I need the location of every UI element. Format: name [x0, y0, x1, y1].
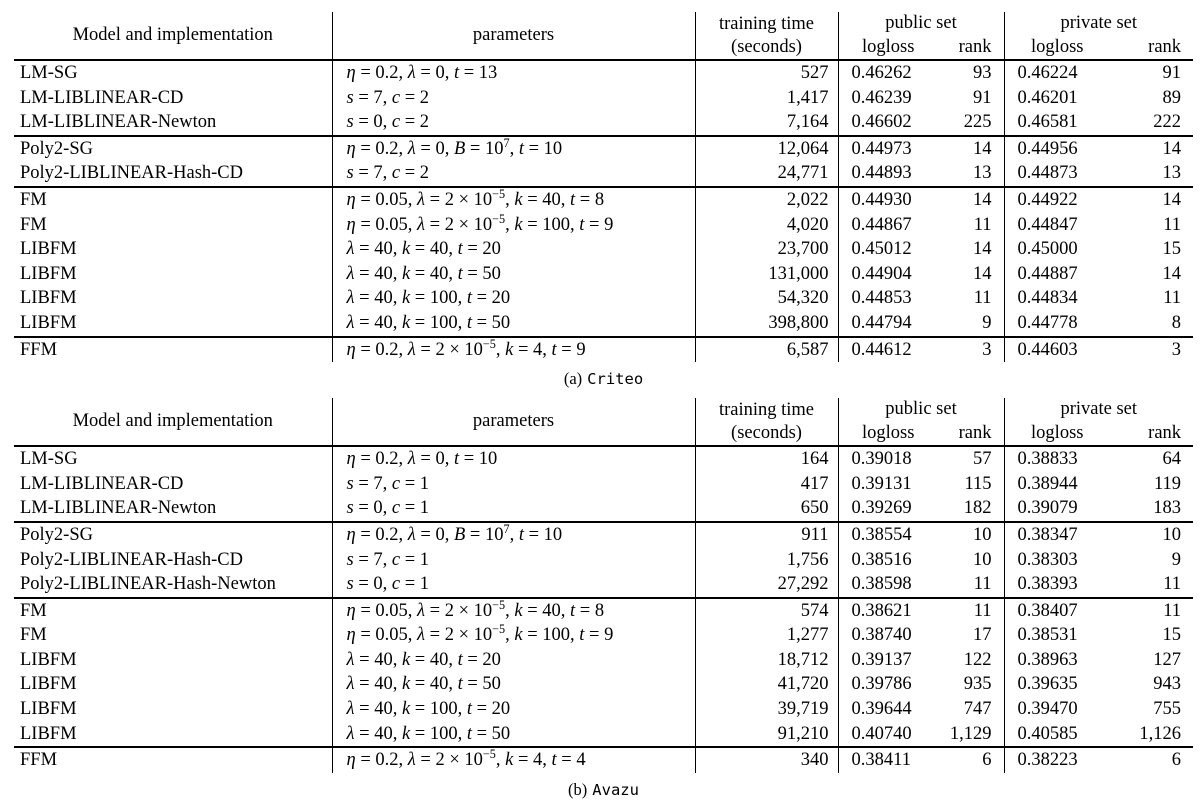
public-rank-cell: 11 — [938, 598, 1004, 624]
public-logloss-cell: 0.44867 — [838, 213, 938, 238]
training-time-cell: 1,756 — [695, 548, 838, 573]
private-logloss-cell: 0.44873 — [1004, 161, 1110, 187]
model-cell: Poly2-SG — [14, 136, 332, 162]
training-time-cell: 7,164 — [695, 110, 838, 136]
public-logloss-cell: 0.44973 — [838, 136, 938, 162]
public-logloss-cell: 0.46602 — [838, 110, 938, 136]
training-time-cell: 23,700 — [695, 237, 838, 262]
table-row — [14, 598, 1193, 624]
params-cell: s = 0, c = 1 — [332, 572, 695, 598]
public-logloss-cell: 0.39269 — [838, 496, 938, 522]
private-rank-cell: 183 — [1153, 498, 1182, 519]
params-cell: η = 0.05, $\lambda = 2 \times 10^{-5}$, k = 40, t = 8 — [332, 598, 695, 624]
public-logloss-cell: 0.38621 — [838, 598, 938, 624]
model-cell: FM — [20, 625, 47, 646]
table-row — [14, 446, 1193, 472]
public-logloss-cell: 0.38598 — [838, 572, 938, 598]
model-cell: FM — [20, 214, 47, 235]
criteo-caption — [14, 369, 1193, 389]
public-rank-cell: 11 — [973, 288, 992, 309]
training-time-label: training time — [718, 13, 815, 34]
private-logloss-cell: 0.39079 — [1004, 496, 1110, 522]
table-row — [14, 237, 1193, 262]
params-cell: η = 0.05, $\lambda = 2 \times 10^{-5}$, k = 100, t = 9 — [332, 213, 695, 238]
header-row-1 — [14, 398, 1193, 421]
public-rank-cell: 17 — [973, 625, 992, 646]
public-rank-cell: 6 — [938, 747, 1004, 773]
table-row — [14, 286, 1193, 311]
public-rank-cell: 14 — [938, 187, 1004, 213]
private-rank-cell: 1,126 — [1139, 723, 1182, 744]
training-time-label: training time — [718, 399, 815, 420]
private-rank-cell: 755 — [1153, 699, 1182, 720]
model-cell: Poly2-LIBLINEAR-Hash-Newton — [20, 574, 276, 595]
table-row — [14, 496, 1193, 522]
private-rank-cell: 11 — [1163, 574, 1182, 595]
model-cell: FM — [14, 598, 332, 624]
params-cell: s = 7, c = 1 — [332, 548, 695, 573]
public-rank-cell: 115 — [964, 473, 992, 494]
private-logloss-cell: 0.44887 — [1004, 262, 1110, 287]
public-rank-cell: 9 — [982, 312, 992, 333]
public-rank-header: rank — [938, 421, 1004, 446]
model-cell: LM-SG — [20, 449, 78, 470]
private-logloss-cell: 0.39470 — [1004, 697, 1110, 722]
training-time-cell: 12,064 — [695, 136, 838, 162]
public-logloss-cell: 0.44893 — [838, 161, 938, 187]
params-cell: λ = 40, k = 100, t = 50 — [332, 722, 695, 748]
public-logloss-cell: 0.39786 — [838, 672, 938, 697]
training-time-cell: 417 — [695, 472, 838, 497]
params-cell: η = 0.2, $\lambda = 2 \times 10^{-5}$, k = 4, t = 4 — [332, 747, 695, 773]
public-rank-cell: 93 — [973, 63, 992, 83]
public-set-header: public set — [838, 398, 1004, 421]
table-row — [14, 522, 1193, 548]
params-cell: η = 0.2, $\lambda = 2 \times 10^{-5}$, k = 4, t = 9 — [332, 337, 695, 363]
params-cell: λ = 40, k = 40, t = 20 — [332, 237, 695, 262]
training-time-cell: 18,712 — [695, 648, 838, 673]
params-cell: s = 7, c = 2 — [332, 86, 695, 111]
public-logloss-cell: 0.44904 — [838, 262, 938, 287]
private-rank-cell: 9 — [1171, 549, 1182, 570]
private-logloss-cell: 0.44603 — [1004, 337, 1110, 363]
public-rank-cell: 14 — [973, 263, 992, 284]
criteo-results-table — [14, 12, 1193, 362]
public-logloss-cell: 0.46239 — [838, 86, 938, 111]
caption-label: (b) — [568, 779, 588, 799]
params-cell: λ = 40, k = 40, t = 50 — [332, 262, 695, 287]
public-logloss-cell: 0.46262 — [838, 60, 938, 86]
model-cell: LIBFM — [20, 288, 77, 309]
header-row-1 — [14, 12, 1193, 35]
public-rank-cell: 225 — [963, 112, 992, 133]
caption-dataset-name: Criteo — [587, 370, 644, 389]
public-rank-cell: 122 — [963, 649, 992, 670]
model-cell: LIBFM — [20, 723, 77, 744]
criteo-table-body — [14, 60, 1193, 362]
public-rank-header: rank — [938, 35, 1004, 60]
public-rank-cell: 10 — [973, 549, 992, 570]
public-rank-cell: 14 — [973, 239, 992, 260]
private-logloss-cell: 0.38833 — [1004, 446, 1110, 472]
model-cell: Poly2-LIBLINEAR-Hash-CD — [20, 549, 244, 570]
public-rank-cell: 747 — [963, 699, 992, 720]
public-rank-cell: 91 — [973, 87, 992, 108]
parameters-column-header: parameters — [332, 398, 695, 446]
private-logloss-cell: 0.38531 — [1004, 623, 1110, 648]
table-row — [14, 747, 1193, 773]
model-cell: LIBFM — [20, 699, 77, 720]
table-row — [14, 697, 1193, 722]
private-logloss-cell: 0.38393 — [1004, 572, 1110, 598]
public-logloss-cell: 0.39644 — [838, 697, 938, 722]
model-cell: Poly2-SG — [14, 522, 332, 548]
table-row — [14, 60, 1193, 86]
public-logloss-cell: 0.40740 — [838, 722, 938, 748]
criteo-table-header — [14, 12, 1193, 60]
params-cell: λ = 40, k = 100, t = 50 — [332, 311, 695, 337]
params-cell: η = 0.2, λ = 0, t = 13 — [332, 60, 695, 86]
private-logloss-cell: 0.39635 — [1004, 672, 1110, 697]
training-time-cell: 2,022 — [695, 187, 838, 213]
table-row — [14, 187, 1193, 213]
private-logloss-cell: 0.44956 — [1004, 136, 1110, 162]
private-logloss-cell: 0.44778 — [1004, 311, 1110, 337]
public-logloss-cell: 0.44612 — [838, 337, 938, 363]
criteo-table-section — [14, 12, 1193, 389]
table-row — [14, 572, 1193, 598]
avazu-table-body — [14, 446, 1193, 773]
params-cell: λ = 40, k = 40, t = 50 — [332, 672, 695, 697]
public-logloss-header: logloss — [838, 35, 938, 60]
table-row — [14, 472, 1193, 497]
public-rank-cell: 11 — [973, 214, 992, 235]
table-row — [14, 136, 1193, 162]
training-time-column-header — [695, 12, 838, 60]
public-rank-cell: 11 — [973, 574, 992, 595]
public-logloss-cell: 0.39137 — [838, 648, 938, 673]
private-logloss-cell: 0.38407 — [1004, 598, 1110, 624]
private-logloss-cell: 0.38303 — [1004, 548, 1110, 573]
model-cell: LIBFM — [20, 312, 77, 333]
private-logloss-cell: 0.46201 — [1004, 86, 1110, 111]
training-time-cell: 1,277 — [695, 623, 838, 648]
private-rank-cell: 127 — [1153, 649, 1182, 670]
model-cell: FFM — [14, 337, 332, 363]
training-time-cell: 54,320 — [695, 286, 838, 311]
private-rank-cell: 943 — [1153, 674, 1182, 695]
private-rank-cell: 119 — [1153, 473, 1182, 494]
params-cell: η = 0.05, $\lambda = 2 \times 10^{-5}$, k = 100, t = 9 — [332, 623, 695, 648]
training-time-cell: 24,771 — [695, 161, 838, 187]
private-rank-header: rank — [1110, 35, 1193, 60]
private-rank-cell: 6 — [1110, 747, 1193, 773]
private-set-header: private set — [1004, 12, 1193, 35]
public-rank-cell: 3 — [938, 337, 1004, 363]
private-rank-cell: 15 — [1162, 239, 1182, 260]
private-logloss-cell: 0.38944 — [1004, 472, 1110, 497]
training-time-cell: 340 — [695, 747, 838, 773]
model-column-header: Model and implementation — [14, 398, 332, 446]
table-row — [14, 672, 1193, 697]
private-logloss-cell: 0.46224 — [1004, 60, 1110, 86]
params-cell: η = 0.05, $\lambda = 2 \times 10^{-5}$, k = 40, t = 8 — [332, 187, 695, 213]
private-rank-cell: 8 — [1171, 312, 1182, 333]
model-cell: LIBFM — [20, 674, 77, 695]
public-logloss-cell: 0.39131 — [838, 472, 938, 497]
table-row — [14, 161, 1193, 187]
public-rank-cell: 182 — [963, 498, 992, 519]
model-column-header: Model and implementation — [14, 12, 332, 60]
private-rank-cell: 14 — [1110, 187, 1193, 213]
public-logloss-cell: 0.38411 — [838, 747, 938, 773]
model-cell: LM-LIBLINEAR-Newton — [20, 498, 217, 519]
private-logloss-cell: 0.44834 — [1004, 286, 1110, 311]
private-rank-cell: 3 — [1110, 337, 1193, 363]
training-time-column-header — [695, 398, 838, 446]
table-row — [14, 213, 1193, 238]
public-logloss-cell: 0.38740 — [838, 623, 938, 648]
public-logloss-cell: 0.45012 — [838, 237, 938, 262]
training-time-cell: 164 — [695, 446, 838, 472]
model-cell: LIBFM — [20, 239, 77, 260]
private-rank-cell: 11 — [1163, 214, 1182, 235]
training-time-cell: 911 — [695, 522, 838, 548]
params-cell: s = 0, c = 1 — [332, 496, 695, 522]
model-cell: FM — [14, 187, 332, 213]
training-time-cell: 398,800 — [695, 311, 838, 337]
private-logloss-cell: 0.44922 — [1004, 187, 1110, 213]
private-logloss-cell: 0.40585 — [1004, 722, 1110, 748]
training-time-unit-label: (seconds) — [731, 36, 802, 57]
public-logloss-cell: 0.38516 — [838, 548, 938, 573]
avazu-results-table — [14, 398, 1193, 773]
model-cell: FFM — [14, 747, 332, 773]
private-logloss-cell: 0.38223 — [1004, 747, 1110, 773]
private-rank-cell: 91 — [1162, 63, 1182, 83]
avazu-table-header — [14, 398, 1193, 446]
table-row — [14, 722, 1193, 748]
avazu-table-section — [14, 398, 1193, 800]
table-row — [14, 86, 1193, 111]
public-logloss-cell: 0.39018 — [838, 446, 938, 472]
params-cell: η = 0.2, λ = 0, $B = 10^7$, t = 10 — [332, 136, 695, 162]
public-rank-cell: 13 — [973, 163, 992, 184]
public-logloss-header: logloss — [838, 421, 938, 446]
private-rank-cell: 14 — [1162, 263, 1182, 284]
table-row — [14, 311, 1193, 337]
model-cell: LM-LIBLINEAR-CD — [20, 473, 184, 494]
training-time-cell: 1,417 — [695, 86, 838, 111]
private-set-header: private set — [1004, 398, 1193, 421]
training-time-cell: 27,292 — [695, 572, 838, 598]
model-cell: Poly2-LIBLINEAR-Hash-CD — [20, 163, 244, 184]
params-cell: s = 7, c = 2 — [332, 161, 695, 187]
table-row — [14, 337, 1193, 363]
public-rank-cell: 57 — [973, 449, 992, 470]
private-rank-cell: 222 — [1153, 112, 1182, 133]
private-rank-header: rank — [1110, 421, 1193, 446]
private-rank-cell: 10 — [1110, 522, 1193, 548]
private-rank-cell: 13 — [1162, 163, 1182, 184]
table-row — [14, 548, 1193, 573]
model-cell: LIBFM — [20, 649, 77, 670]
avazu-caption — [14, 780, 1193, 800]
params-cell: λ = 40, k = 100, t = 20 — [332, 286, 695, 311]
model-cell: LIBFM — [20, 263, 77, 284]
public-rank-cell: 1,129 — [949, 723, 992, 744]
training-time-cell: 6,587 — [695, 337, 838, 363]
public-rank-cell: 14 — [938, 136, 1004, 162]
private-logloss-cell: 0.45000 — [1004, 237, 1110, 262]
table-row — [14, 648, 1193, 673]
training-time-cell: 131,000 — [695, 262, 838, 287]
training-time-cell: 4,020 — [695, 213, 838, 238]
private-rank-cell: 11 — [1163, 288, 1182, 309]
training-time-cell: 39,719 — [695, 697, 838, 722]
private-logloss-cell: 0.38347 — [1004, 522, 1110, 548]
training-time-cell: 574 — [695, 598, 838, 624]
public-rank-cell: 935 — [963, 674, 992, 695]
public-rank-cell: 10 — [938, 522, 1004, 548]
public-set-header: public set — [838, 12, 1004, 35]
caption-dataset-name: Avazu — [592, 780, 639, 799]
training-time-cell: 91,210 — [695, 722, 838, 748]
training-time-cell: 650 — [695, 496, 838, 522]
params-cell: s = 0, c = 2 — [332, 110, 695, 136]
caption-label: (a) — [563, 369, 583, 389]
private-logloss-cell: 0.38963 — [1004, 648, 1110, 673]
params-cell: η = 0.2, λ = 0, t = 10 — [332, 446, 695, 472]
private-logloss-cell: 0.46581 — [1004, 110, 1110, 136]
table-row — [14, 110, 1193, 136]
training-time-unit-label: (seconds) — [731, 422, 802, 443]
private-logloss-header: logloss — [1004, 35, 1110, 60]
model-cell: LM-SG — [20, 63, 78, 83]
training-time-cell: 527 — [695, 60, 838, 86]
model-cell: LM-LIBLINEAR-CD — [20, 87, 184, 108]
private-rank-cell: 11 — [1110, 598, 1193, 624]
table-row — [14, 262, 1193, 287]
params-cell: λ = 40, k = 40, t = 20 — [332, 648, 695, 673]
params-cell: s = 7, c = 1 — [332, 472, 695, 497]
public-logloss-cell: 0.44930 — [838, 187, 938, 213]
public-logloss-cell: 0.44794 — [838, 311, 938, 337]
params-cell: η = 0.2, λ = 0, $B = 10^7$, t = 10 — [332, 522, 695, 548]
table-row — [14, 623, 1193, 648]
params-cell: λ = 40, k = 100, t = 20 — [332, 697, 695, 722]
private-logloss-header: logloss — [1004, 421, 1110, 446]
public-logloss-cell: 0.44853 — [838, 286, 938, 311]
private-rank-cell: 89 — [1162, 87, 1182, 108]
private-rank-cell: 15 — [1162, 625, 1182, 646]
private-rank-cell: 14 — [1110, 136, 1193, 162]
parameters-column-header: parameters — [332, 12, 695, 60]
private-logloss-cell: 0.44847 — [1004, 213, 1110, 238]
public-logloss-cell: 0.38554 — [838, 522, 938, 548]
private-rank-cell: 64 — [1162, 449, 1182, 470]
model-cell: LM-LIBLINEAR-Newton — [20, 112, 217, 133]
training-time-cell: 41,720 — [695, 672, 838, 697]
